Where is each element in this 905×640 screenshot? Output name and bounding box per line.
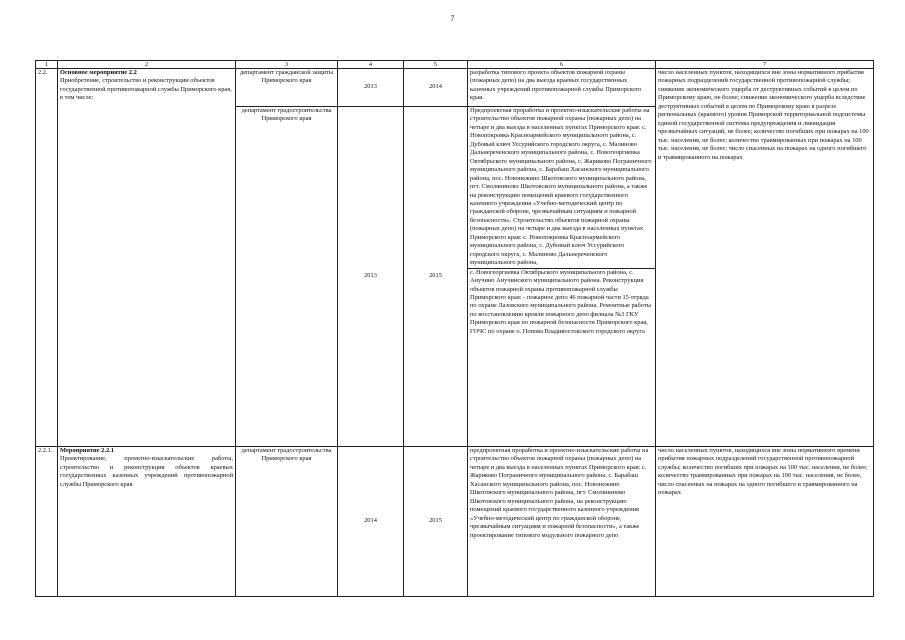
activity-title: Мероприятие 2.2.1 (60, 447, 114, 454)
result-text: Предпроектная проработка и проектно-изыскательские работы на строительство объектов пожарной охраны (пожарных депо) на четыре и два выезда в населенных пунктах Приморского края: с. Новопокровка Красноармейского муниципального района, с. Дубовый ключ Уссурийского городского округа, с. Малиново Дальнереченского муниципального района, с. Новогеоргиевка Октябрьского муниципального района, с. Жариково Пограничного муниципального района, с. Барабаш Хасанского муниципального района, пос. Новонежино Шкотовского муниципального района, пгт. Смоляниново Шкотовского муниципального района, а также на реконструкцию помещений краевого государственного казенного учреждения «Учебно-методический центр по гражданской обороне, чрезвычайным ситуациям и пожарной безопасности». Строительство объектов пожарной охраны (пожарных депо) на четыре и два выезда в населенных пунктах Приморского края: с. Новопокровка Красноармейского муниципального района, с. Дубовый ключ Уссурийского городского округа, с. Малиново Дальнереченского муниципального района, (468, 107, 655, 269)
row-number: 2.2.1. (36, 447, 58, 597)
start-year-cell: 2013 (338, 107, 404, 447)
program-table (35, 60, 874, 597)
activity-title: Основное мероприятие 2.2 (60, 69, 137, 76)
end-year-cell: 2014 (404, 69, 468, 107)
table-row (36, 447, 874, 597)
activity-cell (58, 69, 236, 447)
indicator-cell: число населенных пунктов, находящихся вне зоны нормативного прибытия пожарных подразделений государственной противопожарной службы; снижение экономического ущерба от деструктивных событий в целом по Приморскому краю, не более; снижение экономического ущерба вследствие деструктивных событий в целом по Приморскому краю в разрезе региональных (краевого) уровня Приморской территориальной подсистемы единой государственной системы предупреждения и ликвидации чрезвычайных ситуаций, не более; количество погибших при пожарах на 100 тыс. населения, не более; количество травмированных при пожарах на 100 тыс. населения, не более; число спасенных на пожарах на одного погибшего и травмированного на пожарах (656, 69, 874, 447)
column-number-row (36, 61, 874, 69)
start-year-cell: 2013 (338, 69, 404, 107)
end-year-cell: 2015 (404, 447, 468, 597)
column-number: 2 (58, 61, 236, 69)
activity-description: Проектирование, проектно-изыскательские работы, строительство и реконструкция объектов краевых государственных казенных учреждений противопожарной службы Приморского края (60, 455, 233, 488)
executor-cell: департамент гражданской защиты Приморского края (236, 69, 338, 107)
activity-description: Приобретение, строительство и реконструкции объектов государственной противопожарной службы Приморского края, в том числе: (60, 77, 232, 102)
result-cell (468, 107, 656, 447)
end-year-cell: 2015 (404, 107, 468, 447)
column-number: 1 (36, 61, 58, 69)
executor-cell: департамент градостроительства Приморского края (236, 447, 338, 597)
column-number: 6 (468, 61, 656, 69)
column-number: 3 (236, 61, 338, 69)
result-cell: разработка типового проекта объектов пожарной охраны (пожарных депо) на два выезда краевых государственных казенных учреждений противопожарной службы Приморского края. (468, 69, 656, 107)
column-number: 7 (656, 61, 874, 69)
column-number: 4 (338, 61, 404, 69)
table-row (36, 69, 874, 107)
start-year-cell: 2014 (338, 447, 404, 597)
row-number: 2.2. (36, 69, 58, 447)
indicator-cell: число населенных пунктов, находящихся вне зоны нормативного времени прибытия пожарных подразделений государственной противопожарной службы; количество погибших при пожарах на 100 тыс. населения, не более; количество травмированных при пожарах на 100 тыс. населения, не более, число спасенных на пожарах на одного погибшего и травмированного на пожарах (656, 447, 874, 597)
column-number: 5 (404, 61, 468, 69)
activity-cell (58, 447, 236, 597)
result-cell: предпроектная проработка и проектно-изыскательские работы на строительство объектов пожарной охраны (пожарных депо) на четыре и два выезда в населенных пунктах Приморского края: с. Жариково Пограничного муниципального района, с. Барабаш Хасанского муниципального района, пос. Новонежино Шкотовского муниципального района, пгт. Смоляниново Шкотовского муниципального района, на реконструкцию помещений краевого государственного казенного учреждения «Учебно-методический центр по гражданской обороне, чрезвычайным ситуациям и пожарной безопасности», а также проектирование типового модульного пожарного депо (468, 447, 656, 597)
result-text: с. Новогеоргиевка Октябрьского муниципального района, с. Анучино Анучинского муниципального района. Реконструкция объектов пожарной охраны противопожарной службы Приморского края: - пожарное депо 46 пожарной части 15 отряда по охране Лазовского муниципального района. Ремонтные работы по восстановлению кровли пожарного депо филиала №3 ГКУ Приморского края по пожарной безопасности Приморского края, ГОЧС по охране о. Попова Владивостокского городского округа (470, 268, 651, 335)
executor-cell: департамент градостроительства Приморского края (236, 107, 338, 447)
page-number: 7 (450, 14, 455, 23)
